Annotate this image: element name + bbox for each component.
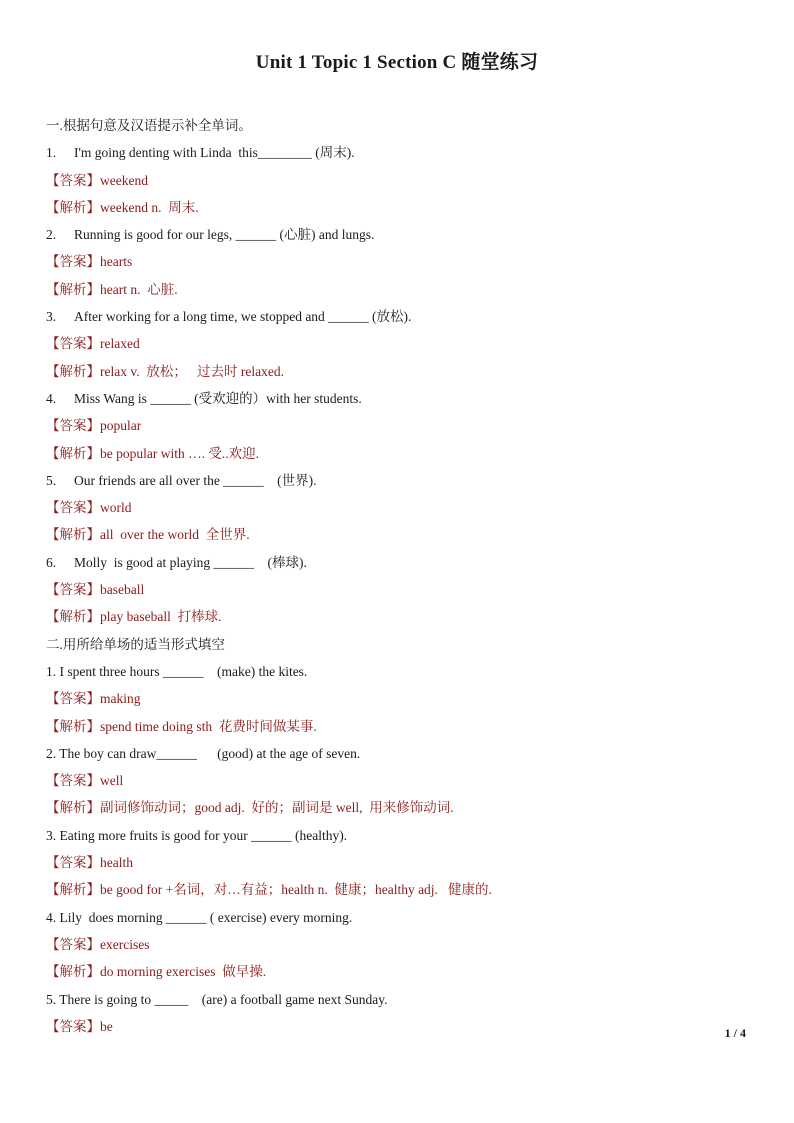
answer: 【答案】be	[46, 1018, 113, 1034]
worksheet-body	[46, 112, 746, 1040]
question-number: 1.	[46, 145, 57, 161]
question: 2. The boy can draw______ (good) at the age of seven.	[46, 745, 361, 761]
question-number: 5.	[46, 472, 57, 488]
answer: 【答案】hearts	[46, 254, 133, 270]
question-text: Our friends are all over the ______ (世界).	[74, 472, 317, 488]
question-number: 4.	[46, 390, 57, 406]
analysis: 【解析】all over the world 全世界.	[46, 527, 250, 543]
analysis: 【解析】spend time doing sth 花费时间做某事.	[46, 718, 317, 734]
answer: 【答案】baseball	[46, 582, 145, 598]
question	[46, 385, 746, 412]
question: 5. There is going to _____ (are) a football game next Sunday.	[46, 991, 388, 1007]
answer: 【答案】exercises	[46, 936, 150, 952]
question-text: I'm going denting with Linda this________ (周末).	[74, 145, 355, 161]
analysis: 【解析】be good for +名词，对…有益；health n. 健康；healthy adj. 健康的.	[46, 882, 492, 898]
answer: 【答案】health	[46, 855, 133, 871]
question: 1. I spent three hours ______ (make) the kites.	[46, 663, 308, 679]
question-text: Molly is good at playing ______ (棒球).	[74, 554, 307, 570]
question	[46, 139, 746, 166]
question-number: 2.	[46, 227, 57, 243]
answer: 【答案】relaxed	[46, 336, 140, 352]
question	[46, 221, 746, 248]
answer: 【答案】popular	[46, 418, 142, 434]
analysis: 【解析】be popular with …. 受..欢迎.	[46, 445, 259, 461]
answer: 【答案】making	[46, 691, 141, 707]
analysis: 【解析】relax v. 放松； 过去时 relaxed.	[46, 363, 284, 379]
section-2-heading: 二.用所给单场的适当形式填空	[46, 636, 225, 652]
question-text: Running is good for our legs, ______ (心脏) and lungs.	[74, 227, 375, 243]
question-number: 3.	[46, 309, 57, 325]
analysis: 【解析】副词修饰动词；good adj. 好的；副词是 well, 用来修饰动词.	[46, 800, 454, 816]
analysis: 【解析】heart n. 心脏.	[46, 281, 178, 297]
page-title: Unit 1 Topic 1 Section C 随堂练习	[255, 52, 539, 73]
answer: 【答案】well	[46, 773, 124, 789]
question-text: After working for a long time, we stopped and ______ (放松).	[74, 309, 412, 325]
answer: 【答案】weekend	[46, 172, 148, 188]
question: 3. Eating more fruits is good for your ______ (healthy).	[46, 827, 348, 843]
question-text: Miss Wang is ______ (受欢迎的）with her students.	[74, 390, 362, 406]
analysis: 【解析】play baseball 打棒球.	[46, 609, 222, 625]
answer: 【答案】world	[46, 500, 132, 516]
question	[46, 549, 746, 576]
section-1-heading: 一.根据句意及汉语提示补全单词。	[46, 118, 252, 133]
question	[46, 303, 746, 330]
analysis: 【解析】do morning exercises 做早操.	[46, 964, 267, 980]
question	[46, 467, 746, 494]
analysis: 【解析】weekend n. 周末.	[46, 199, 199, 215]
page-number: 1 / 4	[724, 1026, 746, 1040]
question-number: 6.	[46, 554, 57, 570]
question: 4. Lily does morning ______ ( exercise) every morning.	[46, 909, 353, 925]
